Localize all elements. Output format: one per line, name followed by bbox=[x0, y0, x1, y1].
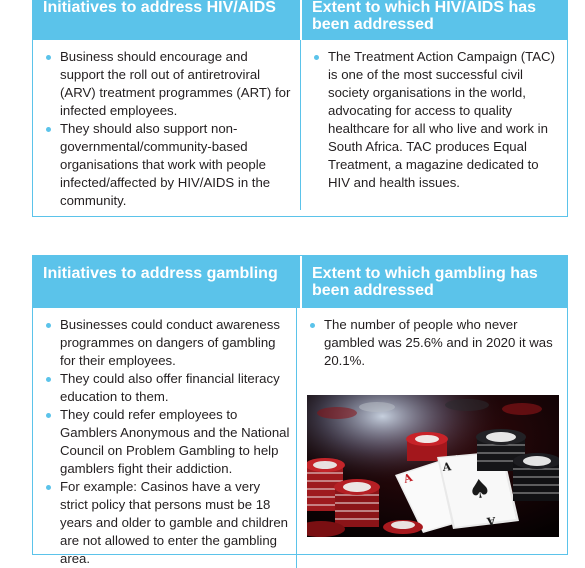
hiv-aids-table-header bbox=[33, 0, 567, 40]
list-item: The number of people who never gambled was 25.6% and in 2020 it was 20.1%. bbox=[307, 316, 559, 370]
hiv-initiatives-heading: Initiatives to address HIV/AIDS bbox=[43, 0, 276, 16]
gambling-initiatives-list bbox=[43, 316, 290, 568]
gambling-table-body bbox=[33, 308, 567, 568]
list-item: For example: Casinos have a very strict policy that persons must be 18 years and older to gamble and children are not allowed to enter the gambling area. bbox=[43, 478, 290, 568]
svg-text:A: A bbox=[441, 460, 452, 474]
gambling-table bbox=[32, 255, 568, 566]
gambling-extent-heading: Extent to which gambling has been addressed bbox=[300, 256, 567, 308]
gambling-extent-cell bbox=[296, 308, 567, 568]
hiv-aids-table-body bbox=[33, 40, 567, 210]
hiv-extent-heading: Extent to which HIV/AIDS has been addressed bbox=[300, 0, 567, 40]
gambling-table-header bbox=[33, 256, 567, 308]
list-item: Businesses could conduct awareness programmes on dangers of gambling for their employees. bbox=[43, 316, 290, 370]
list-item: They could also offer financial literacy education to them. bbox=[43, 370, 290, 406]
list-item: They should also support non-governmental/community-based organisations that work with people infected/affected by HIV/AIDS in the community. bbox=[43, 120, 294, 210]
casino-chips-cards-photo bbox=[307, 395, 559, 537]
gambling-initiatives-cell bbox=[33, 308, 296, 568]
svg-text:♠: ♠ bbox=[466, 473, 493, 506]
list-item: Business should encourage and support the roll out of antiretroviral (ARV) treatment programmes (ART) for infected employees. bbox=[43, 48, 294, 120]
svg-text:A: A bbox=[401, 470, 415, 486]
list-item: The Treatment Action Campaign (TAC) is one of the most successful civil society organisations in the world, advocating for access to quality healthcare for all who live and work in South Africa. TAC produces Equal Treatment, a magazine dedicated to HIV and health issues. bbox=[311, 48, 559, 192]
hiv-initiatives-cell bbox=[33, 40, 300, 210]
gambling-extent-list bbox=[307, 316, 559, 370]
gambling-initiatives-heading: Initiatives to address gambling bbox=[43, 265, 278, 282]
hiv-extent-list bbox=[311, 48, 559, 192]
hiv-extent-cell bbox=[300, 40, 567, 210]
hiv-initiatives-list bbox=[43, 48, 294, 210]
hiv-aids-table bbox=[32, 0, 568, 217]
list-item: They could refer employees to Gamblers Anonymous and the National Council on Problem Gambling to help gamblers fight their addiction. bbox=[43, 406, 290, 478]
svg-text:A: A bbox=[486, 514, 497, 528]
